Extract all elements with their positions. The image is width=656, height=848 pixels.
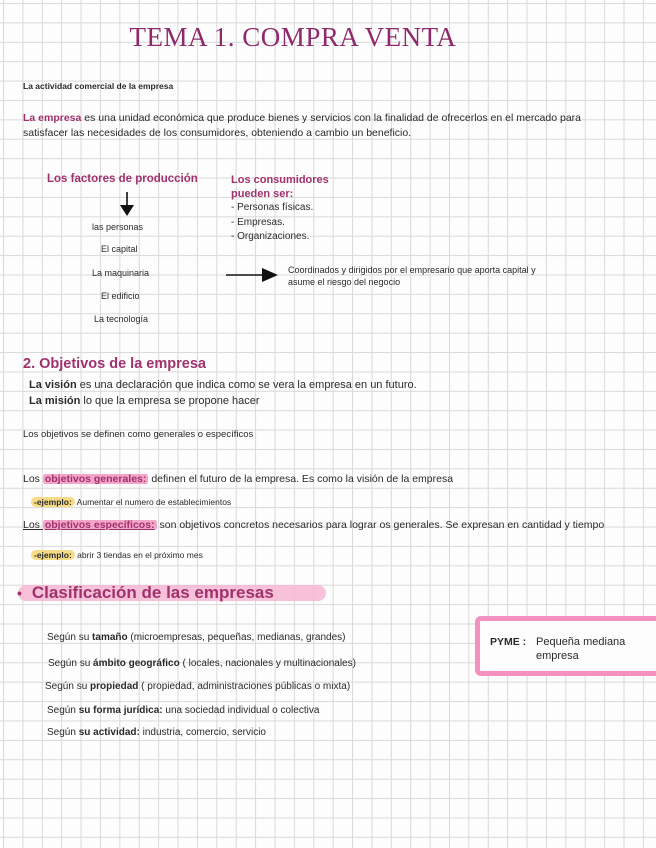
section-subtitle: La actividad comercial de la empresa	[23, 81, 174, 91]
generales-pre: Los	[23, 473, 43, 485]
item-text: ( propiedad, administraciones públicas o mixta)	[138, 681, 351, 692]
ejemplo1-text: Aumentar el numero de establecimientos	[74, 497, 232, 507]
factor-item: las personas	[92, 222, 144, 232]
factor-item: La tecnología	[94, 314, 149, 324]
clasificacion-item	[47, 632, 346, 643]
generales-term: objetivos generales:	[44, 473, 147, 485]
factor-item: El edificio	[101, 291, 140, 301]
consumidor-item: - Organizaciones.	[231, 231, 310, 242]
item-term: su forma jurídica:	[78, 705, 163, 716]
item-text: ( locales, nacionales y multinacionales)	[179, 658, 356, 669]
clasificacion-item	[47, 705, 319, 716]
clasificacion-item	[45, 681, 350, 692]
especificos-text: son objetivos concretos necesarios para lograr os generales. Se expresan en cantidad y tiempo	[156, 519, 605, 531]
ejemplo2-text: abrir 3 tiendas en el próximo mes	[74, 550, 203, 560]
item-term: tamaño	[92, 632, 128, 643]
mision-text: lo que la empresa se propone hacer	[80, 395, 260, 407]
item-pre: Según su	[48, 658, 94, 669]
factores-heading: Los factores de producción	[47, 173, 198, 185]
objetivos-define: Los objetivos se definen como generales o específicos	[23, 429, 254, 440]
consumidores-heading-line1: Los consumidores	[231, 174, 329, 186]
mision-term: La misión	[29, 395, 81, 407]
ejemplo2-label: -ejemplo:	[31, 550, 75, 560]
especificos-pre: Los	[23, 519, 43, 531]
consumidor-item: - Personas físicas.	[231, 202, 314, 213]
consumidores-list	[231, 201, 313, 245]
vision-term: La visión	[29, 379, 77, 391]
pyme-label: PYME :	[490, 636, 527, 648]
intro-text: es una unidad económica que produce bienes y servicios con la finalidad de ofrecerlos en el mercado para satisfacer las necesidades de los consumidores, obteniendo a cambio un beneficio.	[23, 112, 582, 139]
item-term: propiedad	[90, 681, 139, 692]
generales-line	[23, 473, 453, 485]
ejemplo1-label: -ejemplo:	[31, 497, 75, 507]
item-pre: Según su	[47, 632, 93, 643]
intro-paragraph	[23, 111, 593, 141]
vision-text: es una declaración que indica como se vera la empresa en un futuro.	[76, 379, 417, 391]
consumidores-heading	[231, 173, 329, 201]
ejemplo2-line	[31, 550, 203, 560]
item-pre: Según su	[45, 681, 91, 692]
pyme-text-line2: empresa	[536, 650, 579, 662]
clasificacion-heading-row	[17, 583, 274, 603]
arrow-right-icon	[226, 266, 280, 284]
clasificacion-item	[47, 727, 266, 738]
page-title: TEMA 1. COMPRA VENTA	[129, 22, 457, 52]
item-pre: Según	[47, 727, 79, 738]
pyme-text	[536, 635, 625, 663]
vision-line	[29, 379, 417, 391]
item-term: ámbito geográfico	[93, 658, 180, 669]
item-text: (microempresas, pequeñas, medianas, grandes)	[127, 632, 346, 643]
item-text: una sociedad individual o colectiva	[162, 705, 320, 716]
consumidor-item: - Empresas.	[231, 216, 285, 228]
clasificacion-heading: Clasificación de las empresas	[31, 583, 274, 602]
mision-line	[29, 395, 260, 407]
especificos-line	[23, 518, 623, 532]
factor-item: El capital	[101, 244, 138, 254]
intro-term: La empresa	[23, 112, 82, 124]
arrow-down-icon	[117, 190, 137, 218]
factor-item: La maquinaria	[92, 268, 150, 278]
ejemplo1-line	[31, 497, 231, 507]
arrow-note: Coordinados y dirigidos por el empresario que aporta capital y asume el riesgo del negocio	[288, 265, 536, 287]
objetivos-heading: 2. Objetivos de la empresa	[23, 356, 206, 372]
bullet-icon: •	[17, 585, 22, 601]
especificos-term: objetivos específicos:	[44, 519, 155, 531]
generales-text: definen el futuro de la empresa. Es como la visión de la empresa	[148, 473, 454, 485]
item-pre: Según	[47, 705, 79, 716]
consumidores-heading-line2: pueden ser:	[231, 188, 294, 200]
item-text: industria, comercio, servicio	[139, 727, 266, 738]
clasificacion-item	[48, 658, 356, 669]
pyme-text-line1: Pequeña mediana	[536, 636, 626, 648]
item-term: su actividad:	[78, 727, 140, 738]
